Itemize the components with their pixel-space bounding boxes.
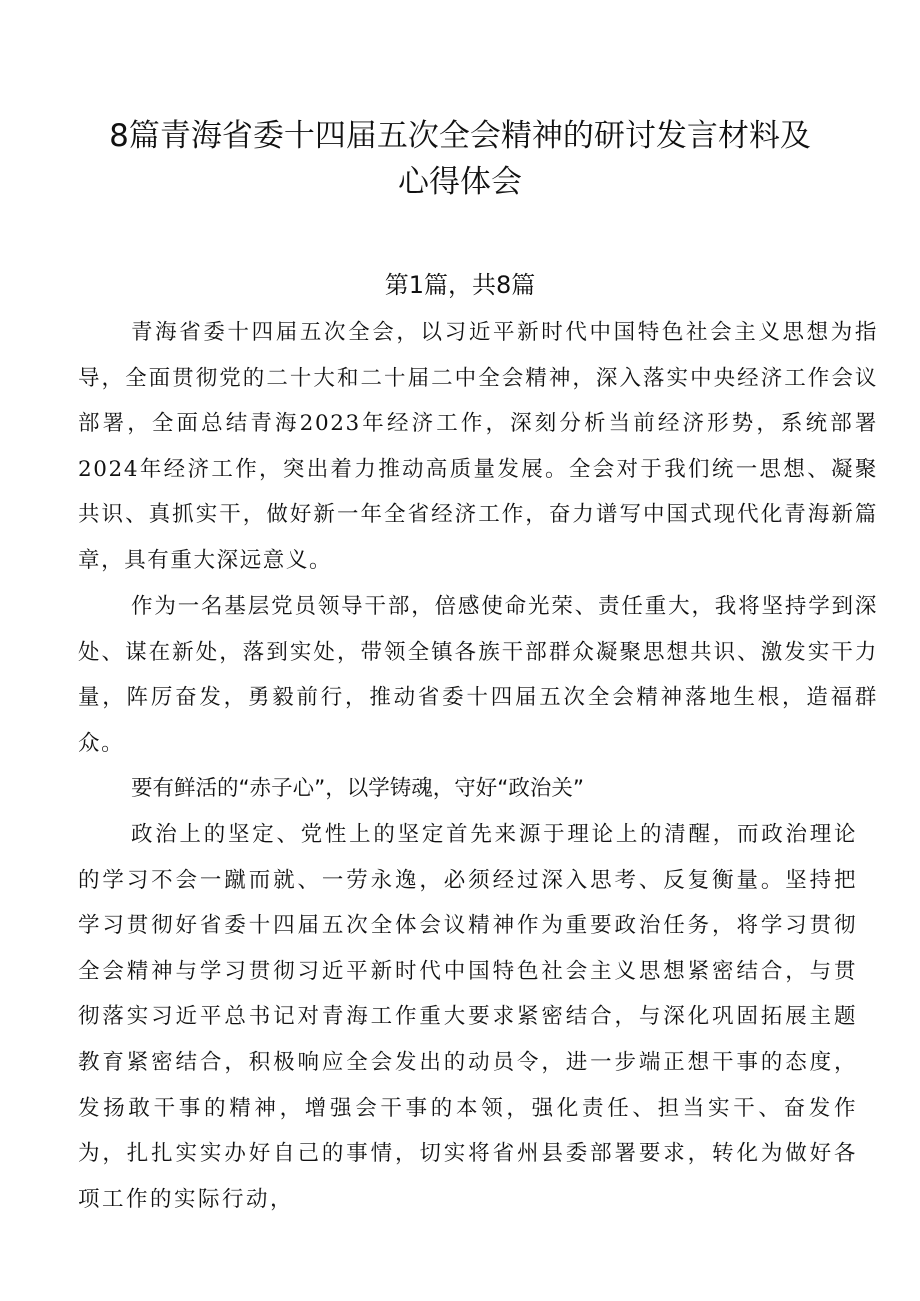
paragraph-3: 政治上的坚定、党性上的坚定首先来源于理论上的清醒，而政治理论的学习不会一蹴而就、一劳永逸，必须经过深入思考、反复衡量。坚持把学习贯彻好省委十四届五次全体会议精神作为重要政治任务，将学习贯彻全会精神与学习贯彻习近平新时代中国特色社会主义思想紧密结合，与贯彻落实习近平总书记对青海工作重大要求紧密结合，与深化巩固拓展主题教育紧密结合，积极响应全会发出的动员令，进一步端正想干事的态度，发扬敢干事的精神，增强会干事的本领，强化责任、担当实干、奋发作为，扎扎实实办好自己的事情，切实将省州县委部署要求，转化为做好各项工作的实际行动， [78,822,858,1212]
document-title-line-1: 8篇青海省委十四届五次全会精神的研讨发言材料及 [109,118,811,154]
document-title-line-2: 心得体会 [398,164,522,200]
paragraph-2: 作为一名基层党员领导干部，倍感使命光荣、责任重大，我将坚持学到深处、谋在新处，落到实处，带领全镇各族干部群众凝聚思想共识、激发实干力量，阵厉奋发，勇毅前行，推动省委十四届五次全会精神落地生根，造福群众。 [78,594,878,756]
paragraph-1: 青海省委十四届五次全会，以习近平新时代中国特色社会主义思想为指导，全面贯彻党的二十大和二十届二中全会精神，深入落实中央经济工作会议部署，全面总结青海2023年经济工作，深刻分析当前经济形势，系统部署2024年经济工作，突出着力推动高质量发展。全会对于我们统一思想、凝聚共识、真抓实干，做好新一年全省经济工作，奋力谱写中国式现代化青海新篇章，具有重大深远意义。 [78,320,878,573]
sub-heading: 要有鲜活的“赤子心”，以学铸魂，守好“政治关” [131,776,585,801]
section-heading: 第1篇，共8篇 [384,271,536,299]
